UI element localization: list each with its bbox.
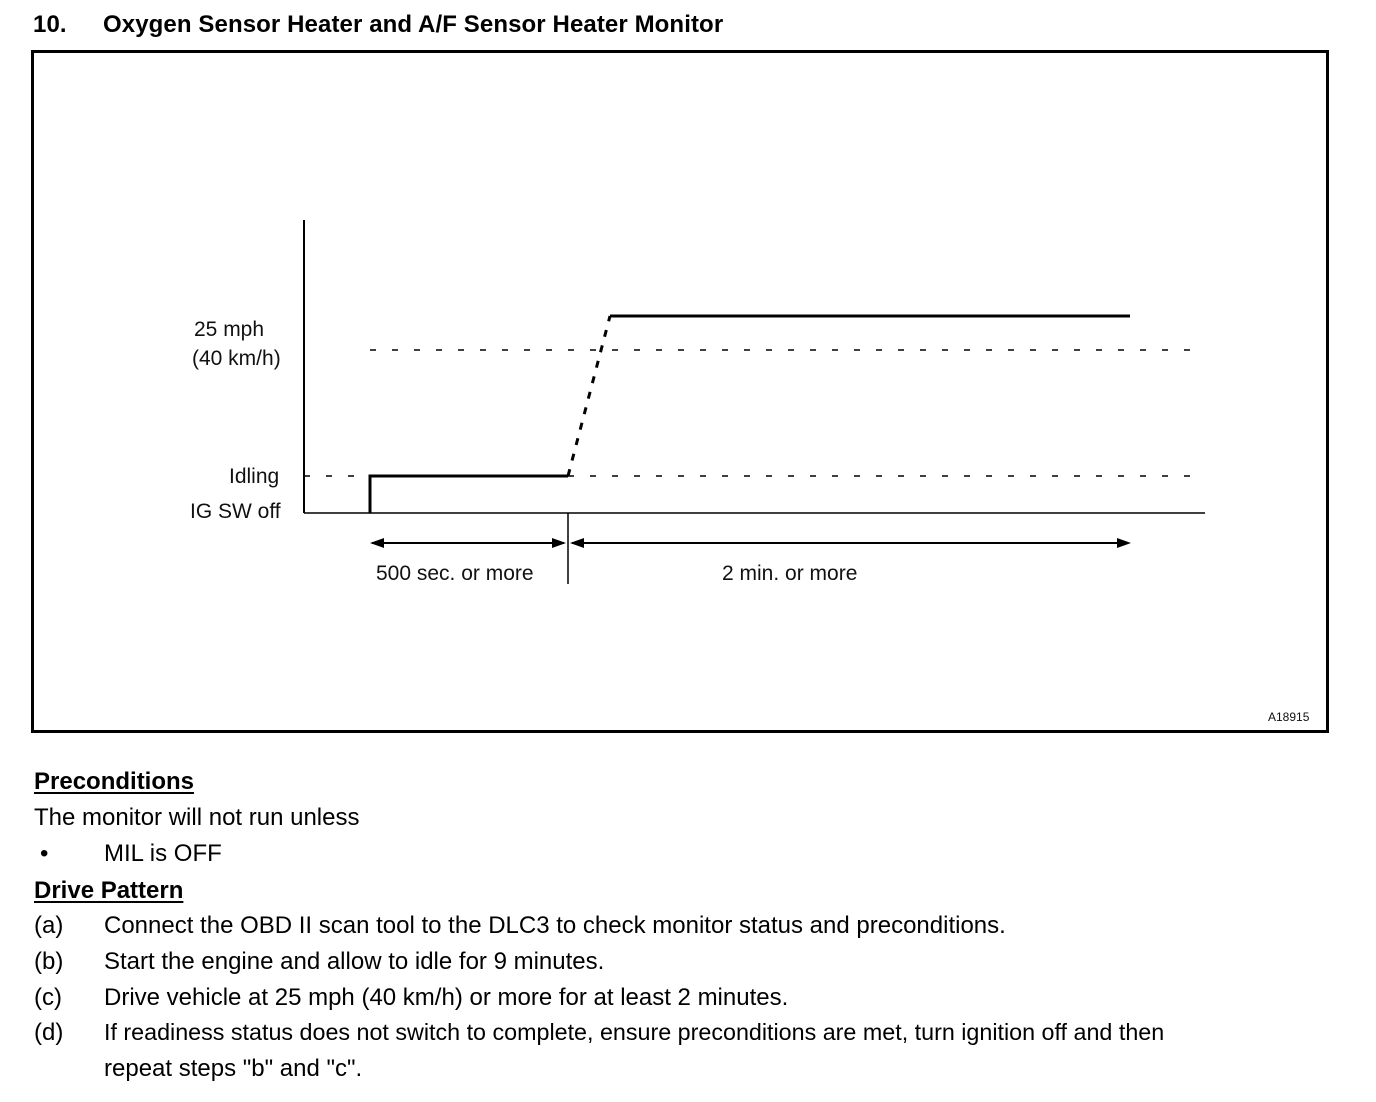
speed-label-kmh: (40 km/h) <box>192 347 281 370</box>
speed-label-mph: 25 mph <box>194 318 265 341</box>
bullet-icon: • <box>40 840 49 867</box>
step-label-d: (d) <box>34 1019 64 1046</box>
duration-label-500s: 500 sec. or more <box>376 562 534 585</box>
precondition-item: MIL is OFF <box>104 840 222 867</box>
step-text-c: Drive vehicle at 25 mph (40 km/h) or more for at least 2 minutes. <box>104 984 789 1011</box>
figure-code: A18915 <box>1268 710 1310 724</box>
drive-pattern-heading: Drive Pattern <box>34 877 184 904</box>
step-text-a: Connect the OBD II scan tool to the DLC3 to check monitor status and preconditions. <box>104 912 1006 939</box>
step-text-d-continued: repeat steps "b" and "c". <box>104 1055 363 1082</box>
section-title-text: Oxygen Sensor Heater and A/F Sensor Heater Monitor <box>103 11 724 38</box>
idling-label: Idling <box>229 465 280 488</box>
duration-label-2min: 2 min. or more <box>722 562 858 585</box>
step-label-a: (a) <box>34 912 64 939</box>
step-text-d: If readiness status does not switch to complete, ensure preconditions are met, turn ignition off and then <box>104 1019 1165 1045</box>
preconditions-heading: Preconditions <box>34 768 195 795</box>
ig-sw-off-label: IG SW off <box>190 500 281 523</box>
section-number: 10. <box>33 11 67 38</box>
step-label-c: (c) <box>34 984 62 1011</box>
diagram-frame <box>31 50 1329 733</box>
section-title <box>33 11 723 39</box>
preconditions-intro: The monitor will not run unless <box>34 804 360 831</box>
step-text-b: Start the engine and allow to idle for 9 minutes. <box>104 948 605 975</box>
step-label-b: (b) <box>34 948 64 975</box>
